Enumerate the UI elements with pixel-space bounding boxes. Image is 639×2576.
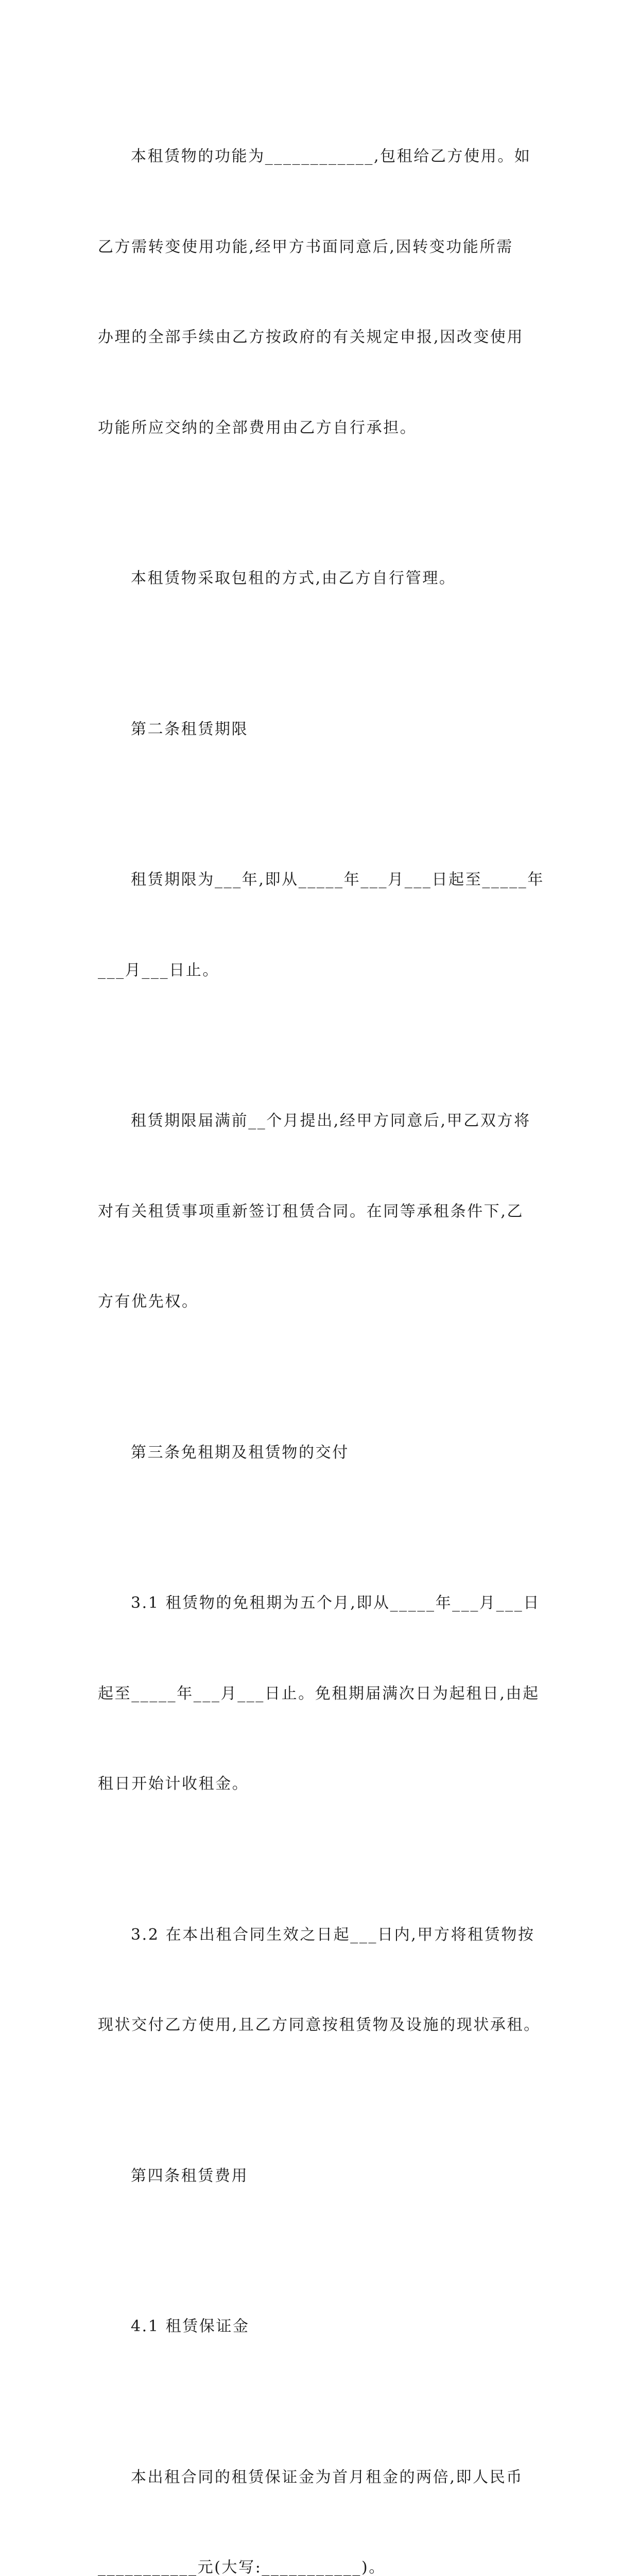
text-line: 办理的全部手续由乙方按政府的有关规定申报,因改变使用	[98, 323, 551, 353]
text-line: 3.2 在本出租合同生效之日起___日内,甲方将租赁物按	[98, 1920, 551, 1951]
text-line: 现状交付乙方使用,且乙方同意按租赁物及设施的现状承租。	[98, 2010, 551, 2041]
heading-text: 第二条租赁期限	[98, 715, 551, 745]
paragraph-renewal	[98, 1046, 551, 1378]
paragraph-function	[98, 81, 551, 503]
text-line: ___月___日止。	[98, 956, 551, 986]
paragraph-term	[98, 805, 551, 1046]
text-line: 租赁期限为___年,即从_____年___月___日起至_____年	[98, 865, 551, 895]
heading-text: 第三条免租期及租赁物的交付	[98, 1438, 551, 1468]
text-line: 租赁期限届满前__个月提出,经甲方同意后,甲乙双方将	[98, 1106, 551, 1137]
paragraph-3-2	[98, 1860, 551, 2101]
paragraph-deposit	[98, 2402, 551, 2576]
paragraph-management	[98, 503, 551, 654]
text-line: 对有关租赁事项重新签订租赁合同。在同等承租条件下,乙	[98, 1197, 551, 1227]
text-line: ___________元(大写:___________)。	[98, 2553, 551, 2576]
text-line: 方有优先权。	[98, 1287, 551, 1317]
text-line: 本出租合同的租赁保证金为首月租金的两倍,即人民币	[98, 2463, 551, 2493]
section-heading-rent-free	[98, 1378, 551, 1529]
heading-text: 4.1 租赁保证金	[98, 2312, 551, 2342]
paragraph-3-1	[98, 1528, 551, 1860]
section-heading-fees	[98, 2101, 551, 2252]
heading-text: 第四条租赁费用	[98, 2161, 551, 2192]
text-line: 租日开始计收租金。	[98, 1769, 551, 1800]
text-line: 本租赁物的功能为____________,包租给乙方使用。如	[98, 142, 551, 172]
text-line: 功能所应交纳的全部费用由乙方自行承担。	[98, 413, 551, 444]
text-line: 3.1 租赁物的免租期为五个月,即从_____年___月___日	[98, 1588, 551, 1619]
text-line: 本租赁物采取包租的方式,由乙方自行管理。	[98, 564, 551, 594]
text-line: 起至_____年___月___日止。免租期届满次日为起租日,由起	[98, 1679, 551, 1709]
text-line: 乙方需转变使用功能,经甲方书面同意后,因转变功能所需	[98, 232, 551, 263]
document-body	[98, 81, 551, 2576]
section-heading-term	[98, 654, 551, 805]
document-page	[0, 0, 639, 904]
subheading-deposit	[98, 2251, 551, 2402]
